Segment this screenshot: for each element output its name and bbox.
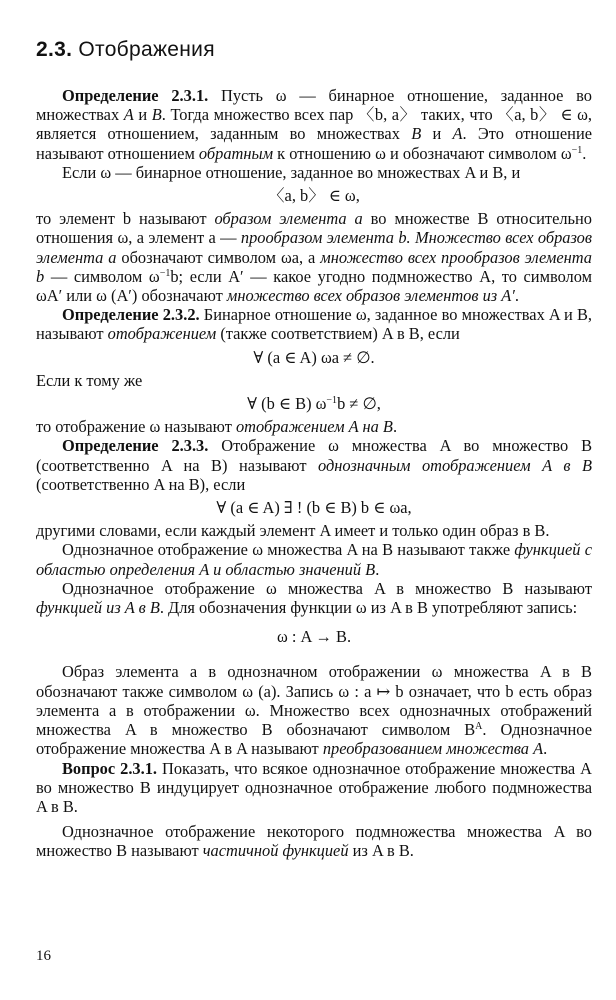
text: . <box>582 143 587 163</box>
paragraph-image-element <box>36 662 592 758</box>
text: обозначают символом ωa, а <box>116 247 321 267</box>
text: то отображение ω называют <box>36 417 236 437</box>
term: однозначным отображением A в B <box>318 455 592 475</box>
paragraph-other-words: другими словами, если каждый элемент A имеет и только один образ в B. <box>36 521 550 541</box>
text: (также соответствием) A в B, если <box>216 324 460 344</box>
symbol: B <box>411 124 422 144</box>
text: ∀ (b ∈ B) ω <box>247 394 327 414</box>
text: Пусть ω — бинарное отношение, заданное во множествах <box>36 86 592 125</box>
question-2-3-1 <box>36 759 592 817</box>
formula: ω : A → B. <box>276 627 352 647</box>
text: из A в B. <box>348 841 414 861</box>
paragraph-function <box>36 540 592 578</box>
text: — символом ω <box>44 266 160 286</box>
section-heading <box>36 38 592 62</box>
term: обратным <box>198 143 274 163</box>
text: . <box>375 559 380 579</box>
formula: 〈a, b〉 ∈ ω, <box>268 186 360 206</box>
section-title: Отображения <box>78 38 215 61</box>
term: отображением A на B <box>235 417 393 437</box>
term: преобразованием множества A <box>322 739 544 759</box>
term: множество всех прообразов элемента b <box>36 247 592 286</box>
text: Показать, что всякое однозначное отображение множества A во множество B индуцирует однозначное отображение любого подмножества A в B. <box>36 758 593 816</box>
text: b; если A′ — какое угодно подмножество A, то символом ωA′ или ω (A′) обозначают <box>36 266 592 306</box>
formula: ∀ (a ∈ A) ωa ≠ ∅. <box>253 347 375 367</box>
section-number: 2.3. <box>36 38 73 61</box>
text: b ≠ ∅, <box>337 394 381 414</box>
paragraph-image-def-cont <box>36 209 592 305</box>
paragraph-onto <box>36 417 592 436</box>
paragraph-image-def: Если ω — бинарное отношение, заданное во множествах A и B, и <box>62 162 521 182</box>
definition-2-3-2 <box>36 305 592 343</box>
question-label: Вопрос 2.3.1. <box>62 758 158 778</box>
text: Однозначное отображение ω множества A в множество B называют <box>62 578 592 598</box>
text: то элемент b называют <box>36 209 215 229</box>
text: . Тогда множество всех пар 〈b, a〉 таких, что 〈a, b〉 ∈ ω, является отношением, заданным во множествах <box>36 105 592 144</box>
text: . Для обозначения функции ω из A в B употребляют запись: <box>159 598 578 618</box>
text-if-also: Если к тому же <box>36 370 143 390</box>
superscript: −1 <box>571 144 583 156</box>
definition-2-3-1 <box>36 86 592 163</box>
symbol: B <box>151 105 162 125</box>
definition-label: Определение 2.3.3. <box>62 436 209 456</box>
formula <box>36 394 592 413</box>
definition-label: Определение 2.3.2. <box>62 305 200 325</box>
text: . <box>514 286 519 306</box>
page-number: 16 <box>36 948 51 964</box>
term: отображением <box>107 324 217 344</box>
paragraph-function-from <box>36 579 592 617</box>
text: и <box>133 105 152 125</box>
term: прообразом элемента b. Множество всех образов элемента a <box>36 228 592 267</box>
text: Отображение ω множества A во множество B (соответственно A на B) называют <box>36 436 592 475</box>
text: . Это отношение называют отношением <box>36 124 592 163</box>
text: Образ элемента a в однозначном отображении ω множества A в B обозначают также символом ω (a). Запись ω : a ↦ b означает, что b есть образ элемента a в отображении ω. Множество всех однозначных отображений множества A в множество B обозначают символом B <box>36 662 592 740</box>
superscript: −1 <box>326 395 338 407</box>
term: частичной функцией <box>202 841 349 861</box>
text: к отношению ω и обозначают символом ω <box>273 143 572 163</box>
formula: ∀ (a ∈ A) ∃ ! (b ∈ B) b ∈ ωa, <box>216 498 412 518</box>
superscript: −1 <box>159 267 171 279</box>
symbol: A <box>123 105 134 125</box>
term: функцией с областью определения A и областью значений B <box>36 540 592 579</box>
text: . <box>392 417 398 437</box>
text: . Однозначное отображение множества A в A называют <box>36 720 592 759</box>
text: Бинарное отношение ω, заданное во множествах A и B, называют <box>36 305 592 344</box>
text: и <box>421 124 453 144</box>
definition-2-3-3 <box>36 436 592 494</box>
text: . <box>543 739 548 759</box>
symbol: A <box>452 124 463 144</box>
term: функцией из A в B <box>36 598 160 618</box>
term: множество всех образов элементов из A′ <box>226 286 515 306</box>
paragraph-partial-function <box>36 822 592 860</box>
definition-label: Определение 2.3.1. <box>62 86 209 105</box>
text: (соответственно A на B), если <box>36 474 246 494</box>
text: Однозначное отображение некоторого подмножества множества A во множество B называют <box>36 822 592 861</box>
page-content <box>36 38 592 861</box>
term: образом элемента a <box>214 209 363 229</box>
text: во множестве B относительно отношения ω, а элемент a — <box>36 209 592 248</box>
superscript: A <box>475 721 483 733</box>
text: Однозначное отображение ω множества A на B называют также <box>62 540 515 560</box>
